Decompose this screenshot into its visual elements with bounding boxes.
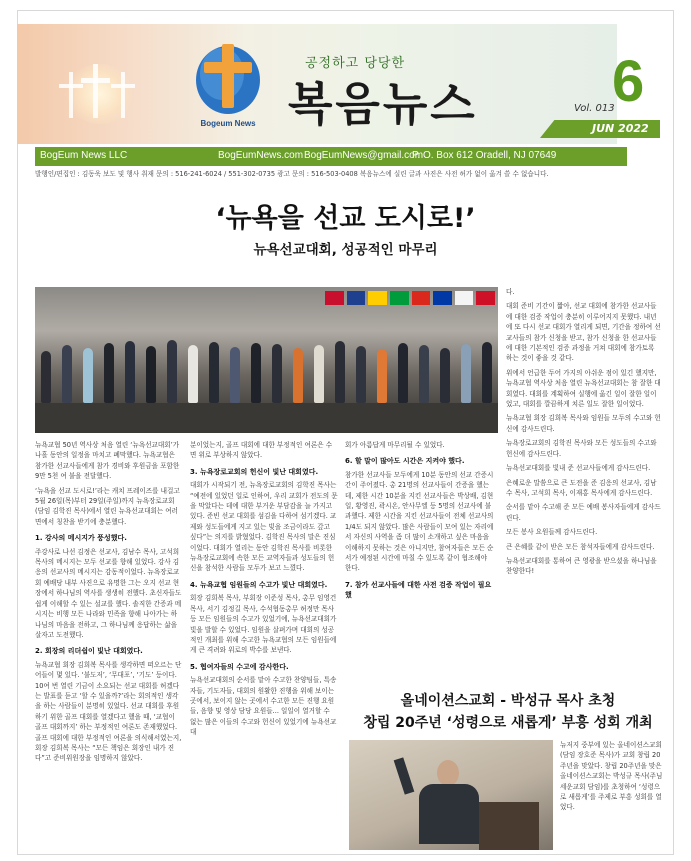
paragraph: 분이었는지, 골프 대회에 대한 부정적인 여론은 수면 위로 부상하지 않았다. — [190, 441, 333, 460]
section-heading: 6. 할 말이 많아도 시간은 지켜야 했다. — [345, 457, 465, 466]
email-link[interactable]: BogEumNews@gmail.com — [304, 150, 424, 161]
newspaper-title: 복음뉴스 — [288, 77, 478, 131]
mailing-address: P. O. Box 612 Oradell, NJ 07649 — [412, 150, 557, 161]
paragraph: 대회가 시작되기 전, 뉴욕장로교회의 김학진 목사는 “예전에 있었던 일로 인하여, 우리 교회가 전도의 문을 막았다는 데에 대한 부거운 부담감을 늘 가지고 있다. 준빈 선교 대회를 섬김을 다하여 섬기겠다. 교제와 성도들에게 지고 있는 빚을 조금이라도 갚고 싶다”는 의지를 밝혔었다. 김학진 목사의 말은 진심이었다. 대회가 열리는 동안 김학진 목사를 비롯한 뉴욕장로교회에 속한 모든 교역자들과 성도들의 헌신을 참석한 사람들 모두가 보고 느꼈다. — [190, 481, 338, 573]
pastor-preaching-photo — [349, 740, 553, 850]
article-column-1 — [35, 440, 183, 852]
group-photo — [35, 287, 498, 433]
bogeum-news-logo — [192, 38, 264, 132]
publisher-info: 발행인/편집인 : 김동욱 보도 및 행사 취재 문의 : 516-241-6024 / 551-302-0735 광고 문의 : 516-503-0408 복음뉴스에 실린 글과 사진은 사전 허가 없이 옮겨 쓸 수 없습니다. — [35, 170, 549, 178]
crowd-of-people — [35, 325, 498, 403]
paragraph: 회장 김희복 목사, 부회장 이준성 목사, 총무 임영건 목사, 서기 김정길 목사, 수석협동총무 허정만 목사 등 모든 임원들의 수고가 있었기에, 뉴욕선교대회가 빛을 발할 수 있었다. 임원을 살펴가며 대회의 성공적인 개최를 위해 수고한 뉴욕교협의 모든 임원들에게 큰 격려와 위로의 박수를 보낸다. — [190, 594, 337, 655]
paragraph: 다. — [506, 288, 515, 296]
volume-label: Vol. 013 — [574, 103, 615, 114]
article-column-4 — [506, 287, 662, 682]
article-subheadline: 뉴욕선교대회, 성공적인 마무리 — [253, 242, 438, 258]
paragraph: 뉴욕선교대회를 통하여 큰 영광을 받으셨을 하나님을 찬양한다! — [506, 556, 657, 576]
article-headline: ‘뉴욕을 선교 도시로!’ — [215, 203, 476, 234]
article-column-3 — [345, 440, 495, 680]
paragraph: 뉴욕교협 회장 김희복 목사를 생각하면 떠오르는 단어들이 몇 있다. ‘불도저’, ‘무대포’, ‘기도’ 등이다. 10여 번 열린 기금이 소요되는 선교 대회를 허겠다는 발표를 듣고 ‘할 수 있을까?’라는 회의적인 생각을 하는 사람들이 분명히 있었다. 선교 대회를 후원하기 위한 골프 대회를 열겠다고 했을 때, ‘교협이 골프 대회까지’ 하는 부정적인 여론도 존재했었다. 골프 대회에 대한 부정적인 여론을 의식해서였는지, 회장 김희복 목사는 “모든 책임은 회장인 내가 진다”고 준비위원장을 임명하지 않았다. — [35, 660, 182, 763]
paragraph: 회가 아름답게 마무리될 수 있었다. — [345, 441, 445, 449]
paragraph: 뉴욕선교대회의 순서를 맡아 수고한 찬양팀들, 특송자들, 기도자들, 대회의 원활한 진행을 위해 보이는 곳에서, 보이지 않는 곳에서 수고한 모든 진행 요원들, 음향 및 영상 담당 요원들... 일일이 열거할 수 없는 많은 이들의 수고와 헌신이 있었기에 뉴욕선교대 — [190, 676, 337, 737]
paragraph: 대회 준비 기간이 짧아, 선교 대회에 참가한 선교사들에 대한 검증 작업이 충분히 이루어지지 못했다. 내년에 또 다시 선교 대회가 열리게 되면, 기간을 정하여 선교사들의 참가 신청을 받고, 참가 신청을 한 선교사들에 대한 기본적인 검증 과정을 거쳐 대회에 참가토록 하는 것이 좋을 것 같다. — [506, 302, 661, 363]
section-heading: 7. 참가 선교사들에 대한 사전 검증 작업이 필요했 — [345, 580, 492, 600]
paragraph: 뉴욕교협 50년 역사상 처음 열린 ‘뉴욕선교대회’가 나흘 동안의 일정을 마치고 폐막했다. 뉴욕교협은 참가한 선교사들에게 참가 경비와 후원금을 포함한 9만 5천 여 불을 전달했다. — [35, 441, 180, 481]
paragraph: 뉴욕선교대회를 빛내 준 선교사들에게 감사드린다. — [506, 464, 651, 473]
paragraph: 모든 봉사 요원들께 감사드린다. — [506, 528, 598, 537]
website-link[interactable]: BogEumNews.com — [218, 150, 304, 161]
paragraph: 은혜로운 말씀으로 큰 도전을 준 김응의 선교사, 김남수 목사, 고석희 목사, 이재홍 목사에게 감사드린다. — [506, 478, 657, 497]
section-heading: 4. 뉴욕교협 임원들의 수고가 빛난 대회였다. — [190, 580, 328, 589]
paragraph: 큰 은혜를 같이 받은 모든 참석자들에게 감사드린다. — [506, 542, 655, 551]
article-column-2 — [190, 440, 338, 852]
paragraph: 위에서 언급한 두어 가지의 아쉬운 점이 있긴 했지만, 뉴욕교협 역사상 처음 열린 뉴욕선교대회는 참 잘한 대회였다. 대회를 계획하여 실행에 옮긴 일이 잘한 일이었고, 대회를 깔끔하게 치른 일도 잘한 일이었다. — [506, 368, 661, 409]
second-article-body — [560, 740, 664, 852]
paragraph: 뉴저지 중부에 있는 올네이션스교회(담임 장호준 목사)가 교회 창립 20주년을 맞았다. 창립 20주년을 맞은 올네이션스교회는 박성규 목사(주님세운교회 담임)를 초청하여 ‘성령으로 새롭게’를 주제로 부흥 성회를 열었다. — [560, 741, 663, 812]
masthead-tagline: 공정하고 당당한 — [305, 56, 406, 71]
cross-icon — [93, 64, 98, 118]
section-heading: 3. 뉴욕장로교회의 헌신이 빛난 대회였다. — [190, 467, 319, 476]
cross-icon — [121, 72, 125, 118]
paragraph: 순서를 맡아 수고해 준 모든 예배 봉사자들에게 감사드린다. — [506, 503, 661, 522]
paragraph: 뉴욕장로교회의 김학진 목사와 모든 성도들의 수고와 헌신에 감사드린다. — [506, 439, 657, 458]
flag-row — [325, 291, 495, 313]
company-name: BogEum News LLC — [40, 150, 128, 161]
second-article-subtitle: 창립 20주년 ‘성령으로 새롭게’ 부흥 성회 개최 — [363, 715, 653, 731]
stage — [35, 403, 498, 433]
podium — [479, 802, 539, 850]
paragraph: 뉴욕교협 회장 김희복 목사와 임원들 모두의 수고와 헌신에 감사드린다. — [506, 414, 661, 433]
paragraph: 참가한 선교사들 모두에게 10분 동안의 선교 간증시간이 주어졌다. 총 21명의 선교사들이 간증을 했는데, 제한 시간 10분을 지킨 선교사들은 박상배, 김현일, 황영진, 곽시온, 안사무엘 등 5명의 선교사에 불과했다. 제한 시간을 지킨 선교사들이 전체 선교사의 1/4도 되지 않았다. 많은 사람들이 모여 있는 자리에서 자신의 사역을 좀 더 많이 소개하고 싶은 마음을 이해하지 못하는 것은 아니지만, 참여자들은 모든 순서가 예정된 시간에 마칠 수 있도록 같이 협조해야 한다. — [345, 470, 494, 573]
section-heading: 5. 협여자들의 수고에 감사한다. — [190, 662, 289, 671]
logo-caption: Bogeum News — [200, 119, 256, 128]
paragraph: ‘뉴욕을 선교 도시로!’라는 캐치 프레이즈를 내걸고 5월 26일(목)부터 29일(주일)까지 뉴욕장로교회(담임 김학진 목사)에서 열린 뉴욕선교대회는 여러 면에서 칭찬을 받기에 충분했다. — [35, 486, 180, 526]
cross-icon — [69, 72, 73, 118]
section-heading: 2. 회장의 리더쉽이 빛난 대회였다. — [35, 647, 143, 656]
paragraph: 주강사로 나선 김정은 선교사, 김남수 목사, 고석희 목사의 메시지는 모두 선교를 향해 있었다. 강사 김응의 선교사의 메시지는 감동적이었다. 뉴욕장로교회 예배당 내부 사진으로 유명한 그는 오지 선교 현장에서 하나님의 역사를 생생히 전했다. 초신자들도 쉽게 이해할 수 있는 설교를 했다. 솔직한 간증과 메시지는 비행 모든 나라와 민족을 향해 나아가는 하나님의 마음을 전하고, 그 하나님께 응답하는 삶을 살자고 도전했다. — [35, 547, 182, 639]
second-article-title: 올네이션스교회 - 박성규 목사 초청 — [400, 693, 616, 709]
issue-date: JUN 2022 — [592, 122, 649, 135]
issue-number: 6 — [612, 49, 645, 114]
section-heading: 1. 강사의 메시지가 풍성했다. — [35, 534, 127, 543]
